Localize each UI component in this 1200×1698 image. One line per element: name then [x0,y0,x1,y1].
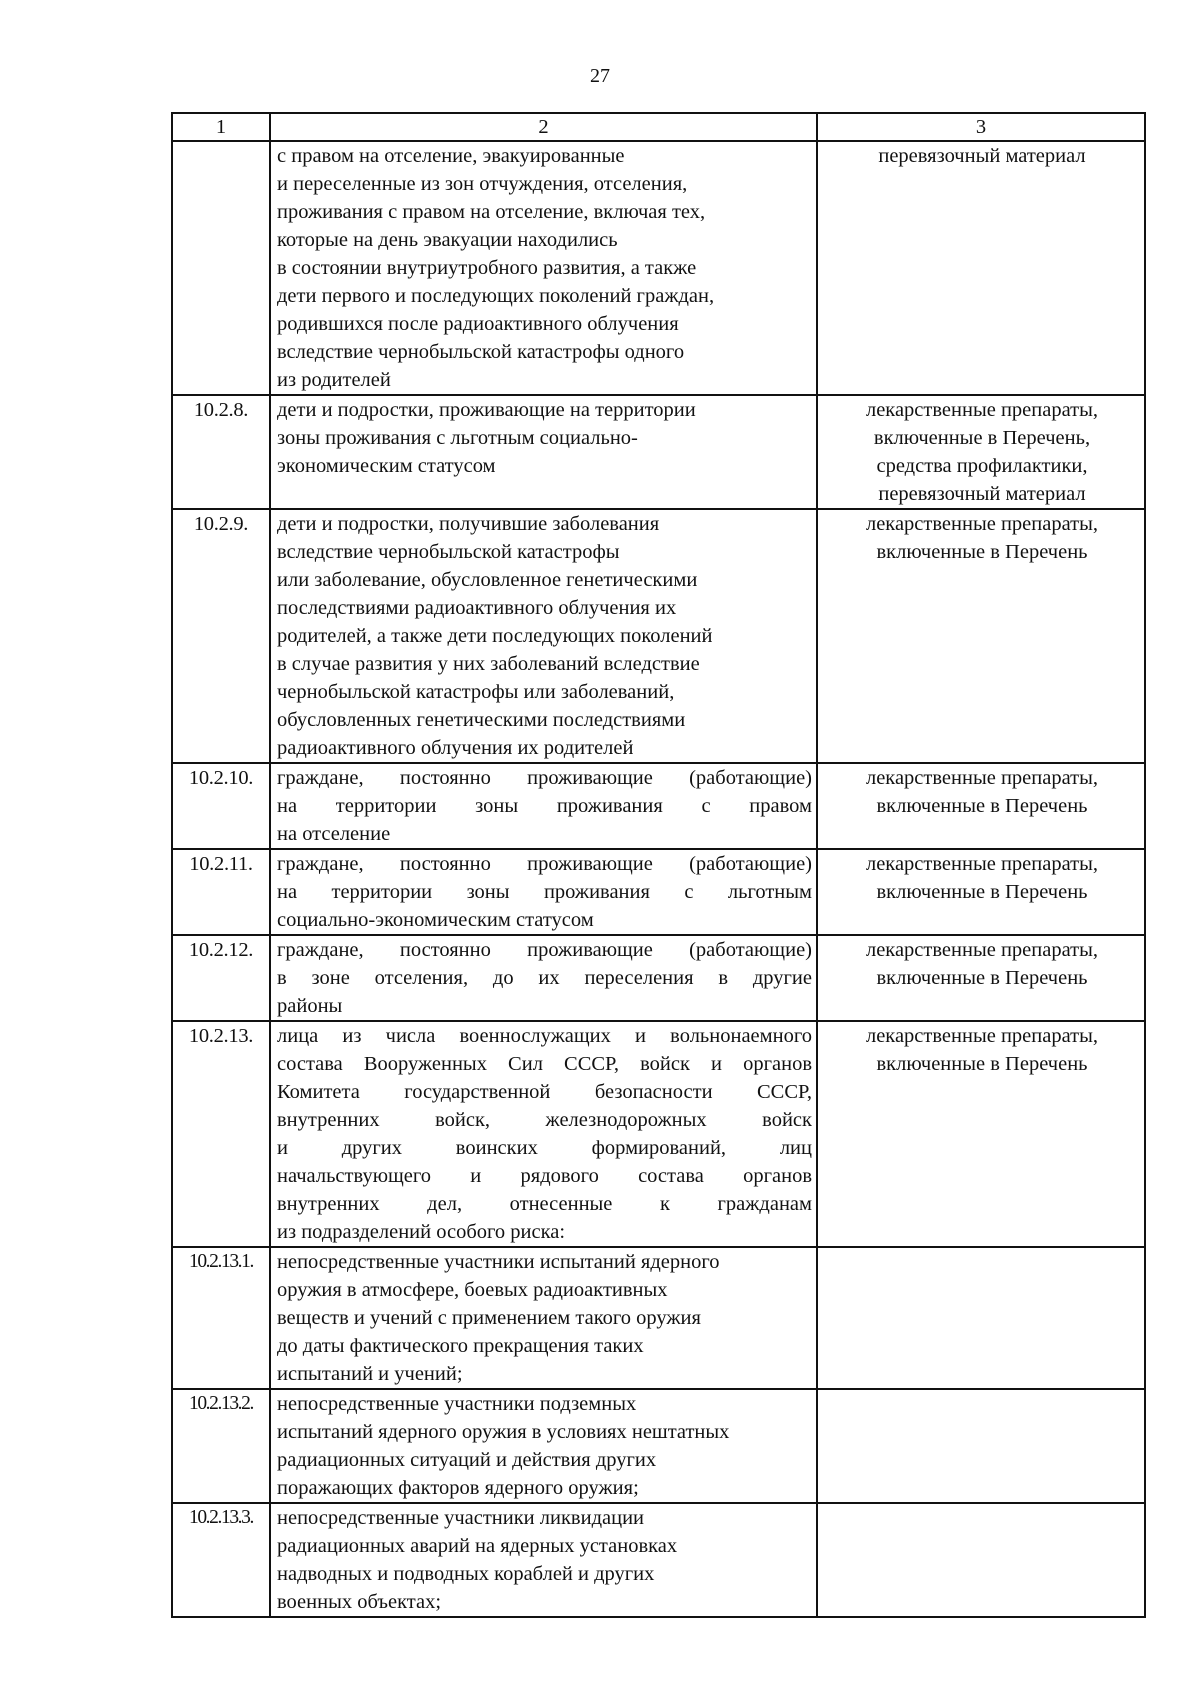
benefits-table [171,112,1146,1618]
text-line: непосредственные участники подземных [277,1393,637,1415]
text-line: родившихся после радиоактивного облучения [277,313,679,335]
beneficiary-description [270,1021,817,1247]
provision-cell [817,935,1145,1021]
provision-cell [817,509,1145,763]
text-line: с правом на отселение, эвакуированные [277,145,625,167]
table-row [172,509,1145,763]
table-row [172,935,1145,1021]
text-line: дети и подростки, проживающие на территории [277,399,696,421]
text-line: на территории зоны проживания с льготным [277,881,812,903]
text-line: до даты фактического прекращения таких [277,1335,644,1357]
text-line: родителей, а также дети последующих поколений [277,625,713,647]
text-line: из подразделений особого риска: [277,1221,566,1243]
text-line: вследствие чернобыльской катастрофы одного [277,341,685,363]
text-line: внутренних дел, отнесенные к гражданам [277,1193,812,1215]
text-line: лекарственные препараты, [865,513,1099,535]
beneficiary-description [270,1247,817,1389]
beneficiary-description [270,141,817,395]
item-number: 10.2.13.2. [172,1389,270,1503]
beneficiary-description [270,1503,817,1617]
text-line: включенные в Перечень [876,881,1088,903]
text-line: лекарственные препараты, [865,1025,1099,1047]
item-number: 10.2.12. [172,935,270,1021]
text-line: поражающих факторов ядерного оружия; [277,1477,639,1499]
text-line: веществ и учений с применением такого оружия [277,1307,701,1329]
text-line: испытаний ядерного оружия в условиях нештатных [277,1421,730,1443]
item-number: 10.2.8. [172,395,270,509]
column-header-3: 3 [817,113,1145,141]
text-line: районы [277,995,343,1017]
beneficiary-description [270,1389,817,1503]
text-line: дети первого и последующих поколений граждан, [277,285,715,307]
beneficiary-description [270,509,817,763]
text-line: непосредственные участники ликвидации [277,1507,645,1529]
text-line: в зоне отселения, до их переселения в другие [277,967,812,989]
item-number: 10.2.11. [172,849,270,935]
table-row [172,395,1145,509]
text-line: радиационных ситуаций и действия других [277,1449,657,1471]
text-line: средства профилактики, [876,455,1088,477]
table-header-row [172,113,1145,141]
text-line: граждане, постоянно проживающие (работающие) [277,767,812,789]
text-line: начальствующего и рядового состава органов [277,1165,812,1187]
text-line: граждане, постоянно проживающие (работающие) [277,939,812,961]
text-line: лекарственные препараты, [865,939,1099,961]
text-line: включенные в Перечень [876,541,1088,563]
table-row [172,1389,1145,1503]
text-line: на территории зоны проживания с правом [277,795,812,817]
provision-cell [817,763,1145,849]
text-line: радиоактивного облучения их родителей [277,737,634,759]
page-number: 27 [590,65,610,87]
beneficiary-description [270,763,817,849]
text-line: и переселенные из зон отчуждения, отселения, [277,173,688,195]
provision-cell [817,849,1145,935]
text-line: включенные в Перечень [876,1053,1088,1075]
beneficiary-description [270,935,817,1021]
text-line: перевязочный материал [878,483,1086,505]
provision-cell [817,1247,1145,1389]
text-line: перевязочный материал [878,145,1086,167]
text-line: Комитета государственной безопасности СССР, [277,1081,812,1103]
column-header-1: 1 [172,113,270,141]
text-line: оружия в атмосфере, боевых радиоактивных [277,1279,668,1301]
text-line: включенные в Перечень [876,967,1088,989]
text-line: лекарственные препараты, [865,767,1099,789]
table-row [172,141,1145,395]
beneficiary-description [270,395,817,509]
provision-cell [817,1503,1145,1617]
text-line: и других воинских формирований, лиц [277,1137,812,1159]
text-line: проживания с правом на отселение, включая тех, [277,201,706,223]
text-line: дети и подростки, получившие заболевания [277,513,660,535]
text-line: которые на день эвакуации находились [277,229,618,251]
text-line: военных объектах; [277,1591,442,1613]
text-line: в случае развития у них заболеваний вследствие [277,653,700,675]
table-row [172,1021,1145,1247]
item-number: 10.2.13.1. [172,1247,270,1389]
item-number: 10.2.9. [172,509,270,763]
column-header-2: 2 [270,113,817,141]
text-line: обусловленных генетическими последствиями [277,709,686,731]
text-line: из родителей [277,369,391,391]
item-number [172,141,270,395]
table-row [172,1247,1145,1389]
text-line: лица из числа военнослужащих и вольнонаемного [277,1025,812,1047]
text-line: надводных и подводных кораблей и других [277,1563,655,1585]
text-line: последствиями радиоактивного облучения их [277,597,677,619]
text-line: зоны проживания с льготным социально- [277,427,638,449]
text-line: испытаний и учений; [277,1363,463,1385]
text-line: вследствие чернобыльской катастрофы [277,541,620,563]
text-line: внутренних войск, железнодорожных войск [277,1109,812,1131]
text-line: граждане, постоянно проживающие (работающие) [277,853,812,875]
provision-cell [817,141,1145,395]
text-line: состава Вооруженных Сил СССР, войск и органов [277,1053,812,1075]
text-line: радиационных аварий на ядерных установках [277,1535,678,1557]
table-row [172,763,1145,849]
text-line: включенные в Перечень [876,795,1088,817]
table-row [172,849,1145,935]
provision-cell [817,395,1145,509]
text-line: в состоянии внутриутробного развития, а также [277,257,697,279]
text-line: или заболевание, обусловленное генетическими [277,569,698,591]
text-line: экономическим статусом [277,455,496,477]
text-line: включенные в Перечень, [873,427,1091,449]
text-line: непосредственные участники испытаний ядерного [277,1251,720,1273]
text-line: лекарственные препараты, [865,399,1099,421]
provision-cell [817,1389,1145,1503]
provision-cell [817,1021,1145,1247]
table-row [172,1503,1145,1617]
item-number: 10.2.10. [172,763,270,849]
item-number: 10.2.13.3. [172,1503,270,1617]
item-number: 10.2.13. [172,1021,270,1247]
text-line: социально-экономическим статусом [277,909,594,931]
text-line: лекарственные препараты, [865,853,1099,875]
text-line: чернобыльской катастрофы или заболеваний, [277,681,675,703]
beneficiary-description [270,849,817,935]
text-line: на отселение [277,823,391,845]
